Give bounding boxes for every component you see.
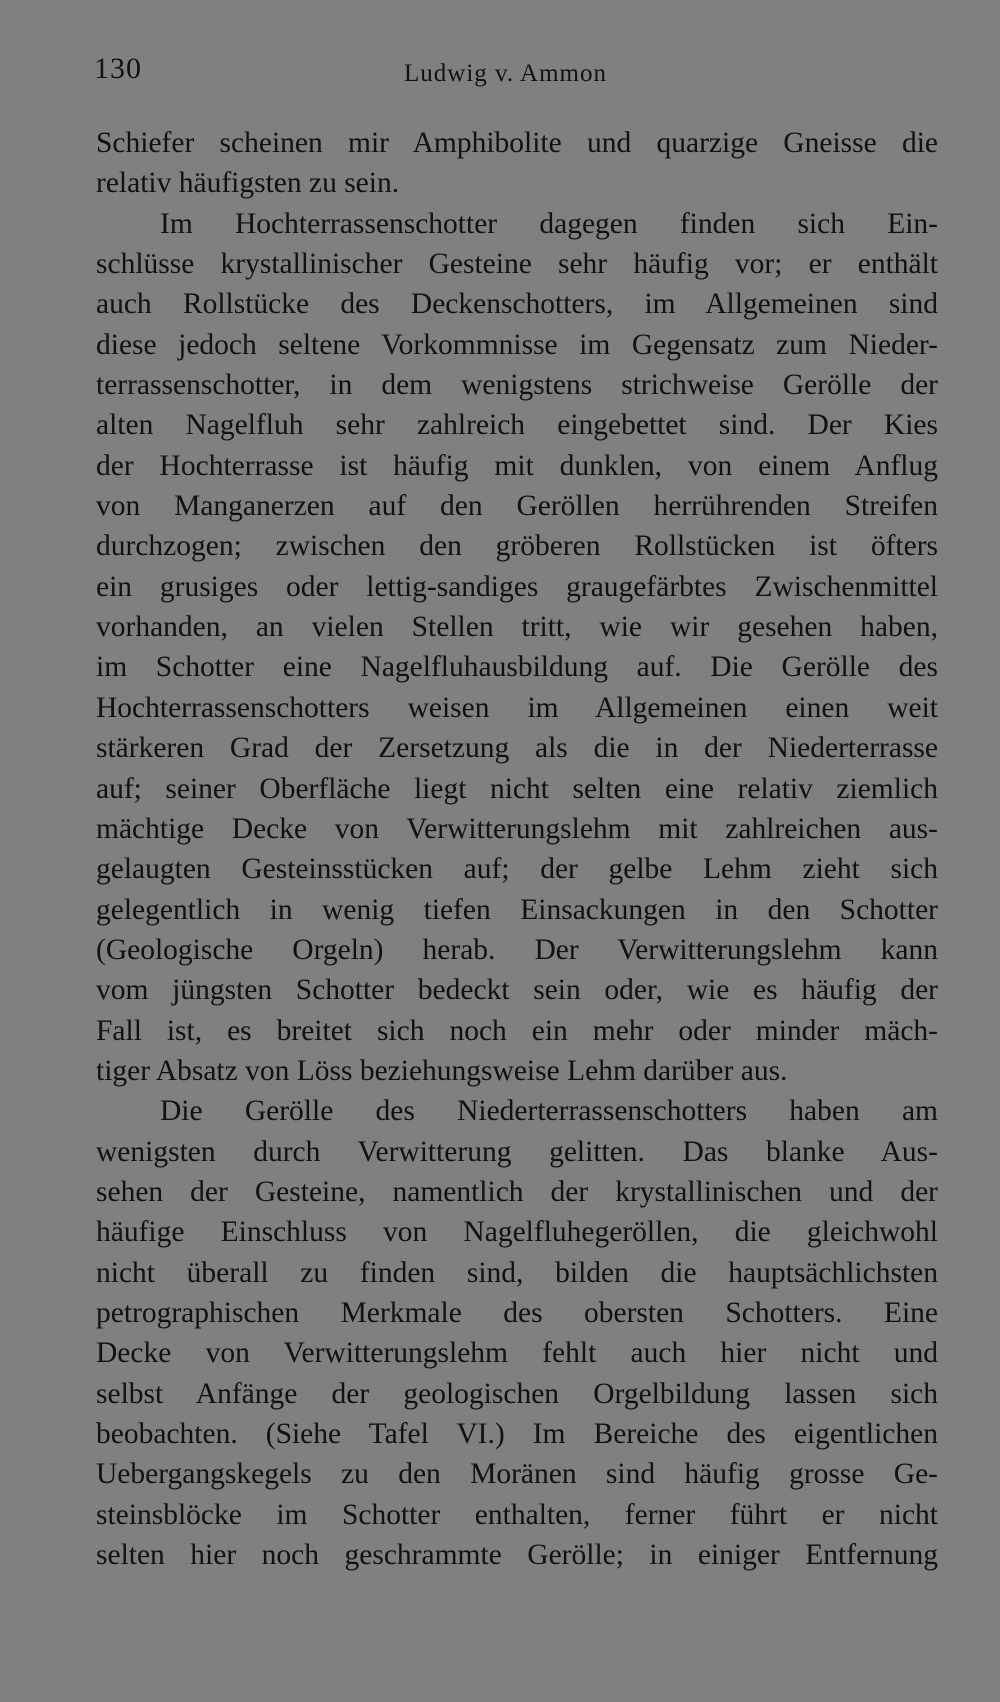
- page-number: 130: [94, 52, 142, 85]
- text-line: Fall ist, es breitet sich noch ein mehr oder minder mäch-: [96, 1014, 938, 1047]
- text-line: Hochterrassenschotters weisen im Allgemeinen einen weit: [96, 691, 938, 724]
- text-line: diese jedoch seltene Vorkommnisse im Gegensatz zum Nieder-: [96, 328, 938, 361]
- text-line: petrographischen Merkmale des obersten Schotters. Eine: [96, 1296, 938, 1329]
- text-line: vom jüngsten Schotter bedeckt sein oder, wie es häufig der: [96, 974, 938, 1007]
- text-line: der Hochterrasse ist häufig mit dunklen, von einem Anflug: [96, 449, 938, 482]
- text-line: alten Nagelfluh sehr zahlreich eingebettet sind. Der Kies: [96, 409, 938, 442]
- text-line: sehen der Gesteine, namentlich der krystallinischen und der: [96, 1175, 938, 1208]
- text-line: mächtige Decke von Verwitterungslehm mit zahlreichen aus-: [96, 812, 938, 845]
- text-line: vorhanden, an vielen Stellen tritt, wie wir gesehen haben,: [96, 611, 938, 644]
- text-line: auf; seiner Oberfläche liegt nicht selten eine relativ ziemlich: [96, 772, 938, 805]
- text-line: nicht überall zu finden sind, bilden die hauptsächlichsten: [96, 1256, 938, 1289]
- text-line: Schiefer scheinen mir Amphibolite und quarzige Gneisse die: [96, 127, 938, 159]
- text-line: gelaugten Gesteinsstücken auf; der gelbe Lehm zieht sich: [96, 853, 938, 886]
- text-line: Die Gerölle des Niederterrassenschotters haben am: [160, 1095, 938, 1128]
- text-line: tiger Absatz von Löss beziehungsweise Lehm darüber aus.: [96, 1054, 788, 1087]
- text-line: auch Rollstücke des Deckenschotters, im Allgemeinen sind: [96, 288, 938, 321]
- text-line: terrassenschotter, in dem wenigstens strichweise Gerölle der: [96, 369, 938, 402]
- body-text: [96, 123, 938, 1575]
- text-line: ein grusiges oder lettig-sandiges graugefärbtes Zwischenmittel: [96, 570, 938, 603]
- text-line: durchzogen; zwischen den gröberen Rollstücken ist öfters: [96, 530, 938, 563]
- text-line: (Geologische Orgeln) herab. Der Verwitterungslehm kann: [96, 933, 938, 966]
- text-line: schlüsse krystallinischer Gesteine sehr häufig vor; er enthält: [96, 248, 938, 281]
- text-line: gelegentlich in wenig tiefen Einsackungen in den Schotter: [96, 893, 938, 926]
- text-line: häufige Einschluss von Nagelfluhegeröllen, die gleichwohl: [96, 1216, 938, 1249]
- text-line: wenigsten durch Verwitterung gelitten. Das blanke Aus-: [96, 1135, 938, 1168]
- text-line: Uebergangskegels zu den Moränen sind häufig grosse Ge-: [96, 1458, 938, 1491]
- text-line: von Manganerzen auf den Geröllen herrührenden Streifen: [96, 490, 938, 523]
- text-line: steinsblöcke im Schotter enthalten, ferner führt er nicht: [96, 1498, 938, 1531]
- text-line: selbst Anfänge der geologischen Orgelbildung lassen sich: [96, 1377, 938, 1410]
- text-line: stärkeren Grad der Zersetzung als die in der Niederterrasse: [96, 732, 938, 765]
- page-header: [94, 52, 938, 92]
- running-head: Ludwig v. Ammon: [404, 60, 607, 87]
- text-line: relativ häufigsten zu sein.: [96, 167, 400, 200]
- text-line: im Schotter eine Nagelfluhausbildung auf. Die Gerölle des: [96, 651, 938, 684]
- text-line: beobachten. (Siehe Tafel VI.) Im Bereiche des eigentlichen: [96, 1418, 938, 1450]
- text-line: selten hier noch geschrammte Gerölle; in einiger Entfernung: [96, 1539, 938, 1572]
- text-line: Decke von Verwitterungslehm fehlt auch hier nicht und: [96, 1337, 938, 1370]
- text-line: Im Hochterrassenschotter dagegen finden sich Ein-: [160, 207, 938, 240]
